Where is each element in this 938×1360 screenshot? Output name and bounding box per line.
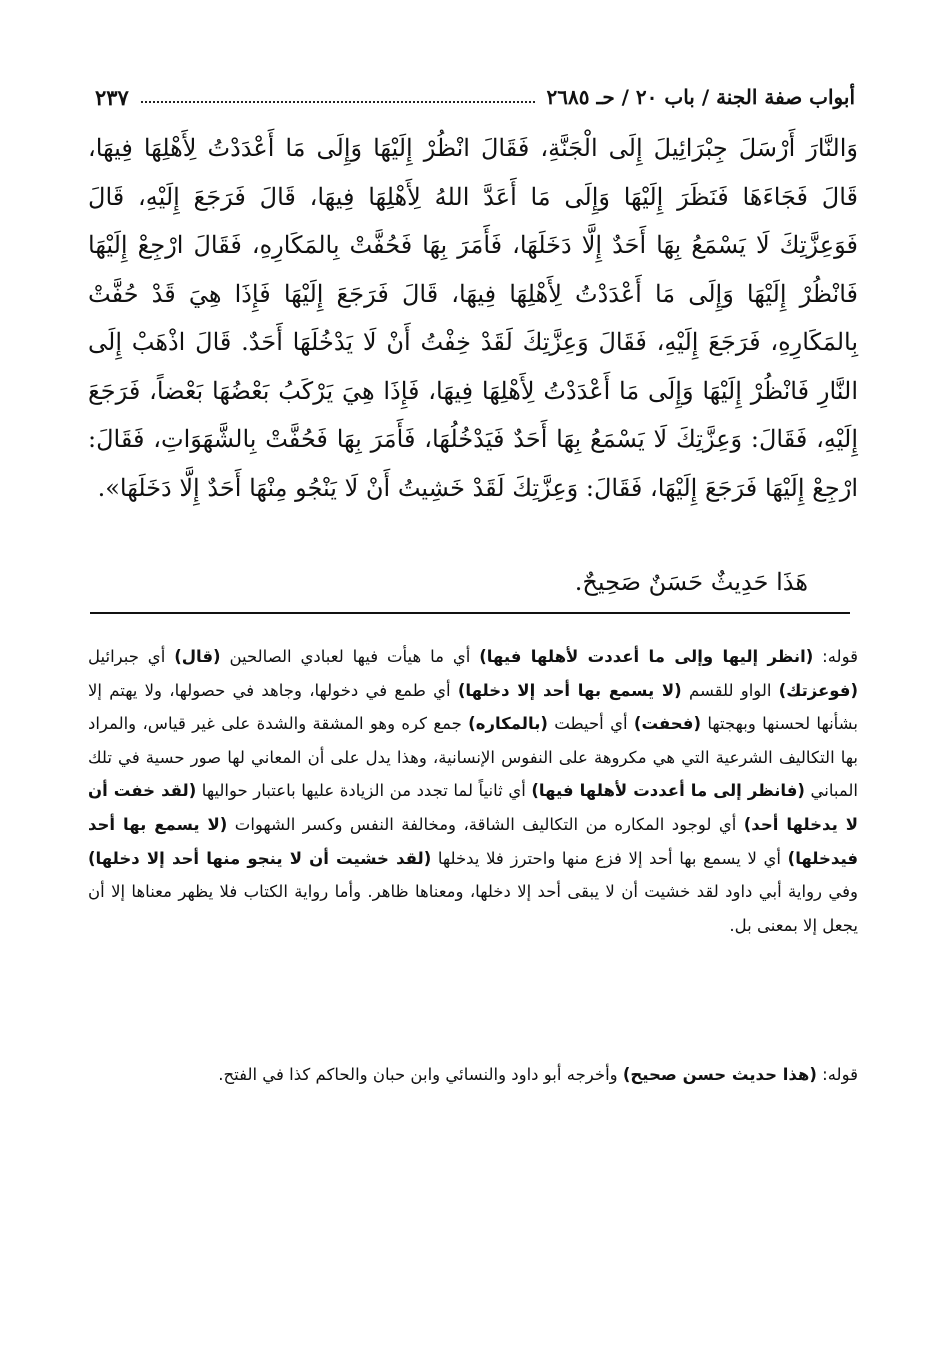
note-text: وأخرجه أبو داود والنسائي وابن حبان والحاكم كذا في الفتح. — [218, 1065, 623, 1084]
commentary-note — [88, 1058, 892, 1138]
hadith-grading: هَذَا حَدِيثٌ حَسَنٌ صَحِيحٌ. — [574, 568, 808, 596]
note-text: قوله: — [816, 1065, 858, 1084]
commentary-quote: (لا يسمع بها أحد إلا دخلها) — [457, 680, 682, 700]
note-quote: (هذا حديث حسن صحيح) — [622, 1065, 817, 1084]
commentary-text: وفي رواية أبي داود لقد خشيت أن لا يبقى أحد إلا دخلها، ومعناها ظاهر. وأما رواية الكتاب فلا يظهر معناها إلا أن يجعل إلا بمعنى بل. — [88, 882, 858, 935]
commentary-quote: (قال) — [174, 647, 221, 666]
running-header — [95, 82, 855, 112]
commentary-text: قوله: — [813, 647, 858, 666]
commentary-quote: (لقد خفت أن لا يدخلها أحد) — [88, 781, 858, 834]
commentary-quote: (فانظر إلى ما أعددت لأهلها فيها) — [531, 781, 805, 801]
commentary-text: أي لا يسمع بها أحد إلا فزع منها واحترز فلا يدخلها — [431, 848, 788, 868]
commentary-text: أي جبرائيل — [88, 647, 175, 666]
hadith-text: وَالنَّارَ أَرْسَلَ جِبْرَائِيلَ إِلَى الْجَنَّةِ، فَقَالَ انْظُرْ إِلَيْهَا وَإِلَى مَا أَعْدَدْتُ لِأَهْلِهَا فِيهَا، قَالَ فَجَاءَهَا فَنَظَرَ إِلَيْهَا وَإِلَى مَا أَعَدَّ اللهُ لِأَهْلِهَا فِيهَا، قَالَ فَرَجَعَ إِلَيْهِ، قَالَ فَوَعِزَّتِكَ لَا يَسْمَعُ بِهَا أَحَدٌ إِلَّا دَخَلَهَا، فَأَمَرَ بِهَا فَحُفَّتْ بِالمَكَارِهِ، فَقَالَ ارْجِعْ إِلَيْهَا فَانْظُرْ إِلَيْهَا وَإِلَى مَا أَعْدَدْتُ لِأَهْلِهَا فِيهَا، قَالَ فَرَجَعَ إِلَيْهَا فَإِذَا هِيَ قَدْ حُفَّتْ بِالمَكَارِهِ، فَرَجَعَ إِلَيْهِ، فَقَالَ وَعِزَّتِكَ لَقَدْ خِفْتُ أَنْ لَا يَدْخُلَهَا أَحَدٌ. قَالَ اذْهَبْ إِلَى النَّارِ فَانْظُرْ إِلَيْهَا وَإِلَى مَا أَعْدَدْتُ لِأَهْلِهَا فِيهَا، فَإِذَا هِيَ يَرْكَبُ بَعْضُهَا بَعْضاً، فَرَجَعَ إِلَيْهِ، فَقَالَ: وَعِزَّتِكَ لَا يَسْمَعُ بِهَا أَحَدٌ فَيَدْخُلُهَا، فَأَمَرَ بِهَا فَحُفَّتْ بِالشَّهَوَاتِ، فَقَالَ: ارْجِعْ إِلَيْهَا فَرَجَعَ إِلَيْهَا، فَقَالَ: وَعِزَّتِكَ لَقَدْ خَشِيتُ أَنْ لَا يَنْجُو مِنْهَا أَحَدٌ إِلَّا دَخَلَهَا». — [88, 134, 859, 502]
footnote-separator — [90, 612, 850, 614]
commentary-text: الواو للقسم — [681, 680, 779, 700]
commentary-quote: (لقد خشيت أن لا ينجو منها أحد إلا دخلها) — [88, 848, 432, 868]
commentary-quote: (فحفت) — [633, 714, 702, 734]
commentary-quote: (فوعزتك) — [778, 680, 858, 700]
header-title: أبواب صفة الجنة / باب ٢٠ / حـ ٢٦٨٥ — [546, 85, 855, 109]
commentary-text: أي ما هيأت فيها لعبادي الصالحين — [220, 647, 480, 666]
commentary-quote: (بالمكاره) — [468, 714, 548, 734]
commentary-text: أي ثانياً لما تجدد من الزيادة عليها باعتبار حواليها — [196, 781, 532, 801]
commentary-text: أي لوجود المكاره من التكاليف الشاقة، ومخالفة النفس وكسر الشهوات — [227, 814, 744, 834]
commentary-text: جمع كره وهو المشقة والشدة على غير قياس، والمراد بها التكاليف الشرعية التي هي مكروهة على النفوس الإنسانية، وهذا يدل على أن المعاني لها صور حسية في تلك المباني — [88, 714, 858, 801]
header-dot-leader — [141, 91, 535, 103]
commentary-quote: (لا يسمع بها أحد فيدخلها) — [88, 814, 858, 868]
page-number: ٢٣٧ — [95, 84, 129, 110]
commentary-paragraph — [88, 640, 892, 1045]
commentary-text: أي طمع في دخولها، وجاهد في حصولها، ولا يهتم إلا بشأنها لحسنها وبهجتها — [88, 680, 858, 734]
commentary-quote: (انظر إليها وإلى ما أعددت لأهلها فيها) — [479, 647, 814, 666]
commentary-text: أي أحيطت — [547, 714, 634, 734]
